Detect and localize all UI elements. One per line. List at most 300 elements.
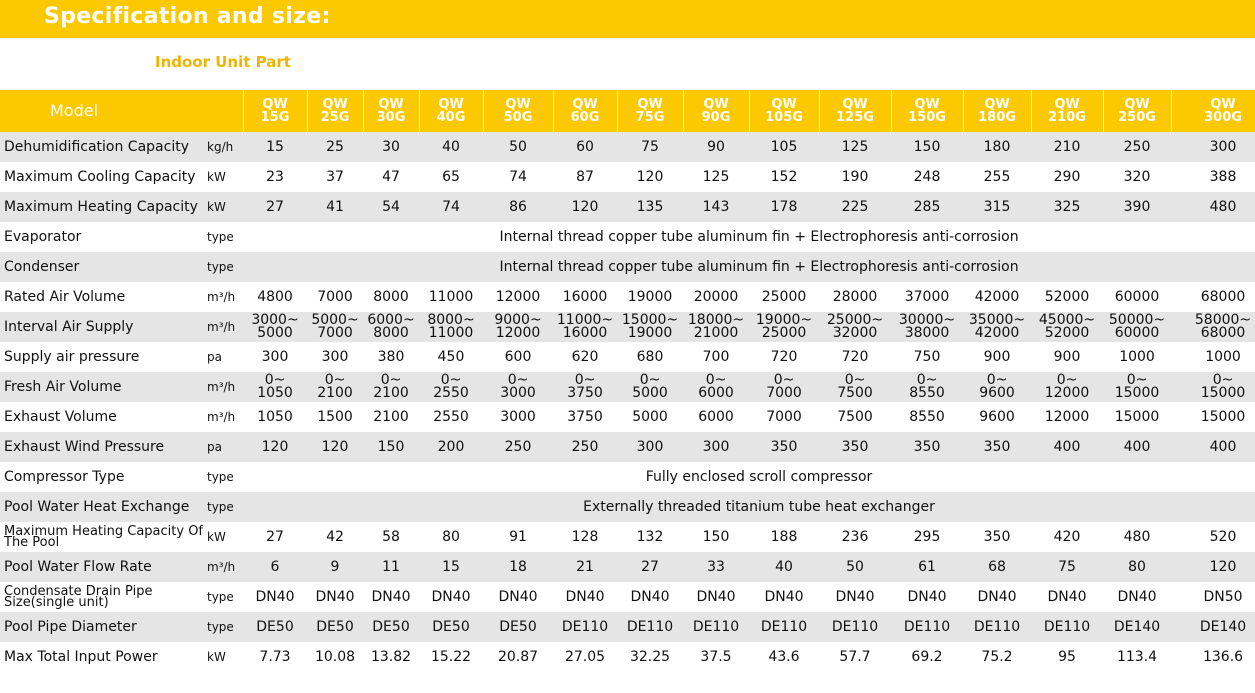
table-cell: 200 [419, 432, 483, 462]
cell-line: 6000 [698, 385, 734, 401]
table-row [0, 132, 1255, 162]
table-cell: 248 [913, 169, 941, 185]
model-size: 180G [978, 110, 1016, 125]
table-cell: 600 [504, 349, 532, 365]
table-cell: 90 [683, 132, 749, 162]
table-cell: 54 [363, 192, 419, 222]
model-size: 60G [570, 110, 600, 125]
model-header-cell [963, 90, 1031, 132]
cell-line: 0~ [986, 372, 1008, 388]
model-header-cell [617, 90, 683, 132]
table-cell: 57.7 [839, 649, 871, 665]
row-span-value: Internal thread copper tube aluminum fin + Electrophoresis anti-corrosion [499, 229, 1019, 245]
table-cell: 1500 [317, 409, 353, 425]
model-series: QW [1210, 97, 1236, 112]
row-label: Pool Water Heat Exchange [0, 492, 203, 522]
row-label: Condensate Drain Pipe Size(single unit) [4, 584, 153, 610]
table-cell: 33 [683, 552, 749, 582]
table-cell: 390 [1103, 192, 1171, 222]
table-cell: 150 [891, 132, 963, 162]
row-label: Evaporator [4, 229, 82, 245]
table-cell: 60000 [1114, 289, 1160, 305]
table-cell: DN40 [630, 589, 670, 605]
table-cell: 300 [1171, 132, 1255, 162]
model-series: QW [438, 97, 464, 112]
row-unit: m³/h [207, 290, 236, 304]
table-cell: 400 [1171, 432, 1255, 462]
model-size: 300G [1204, 110, 1242, 125]
table-cell: 7500 [837, 409, 873, 425]
model-series: QW [984, 97, 1010, 112]
table-cell: 68 [963, 552, 1031, 582]
table-row [0, 192, 1255, 222]
table-cell: 15000 [1200, 409, 1246, 425]
table-cell: 225 [819, 192, 891, 222]
table-cell: 13.82 [370, 649, 412, 665]
cell-line: 58000~ [1194, 312, 1252, 328]
table-cell [419, 312, 483, 342]
table-cell: 132 [636, 529, 664, 545]
cell-line: 6000~ [367, 312, 415, 328]
cell-line: 18000~ [687, 312, 745, 328]
table-cell: 380 [377, 349, 405, 365]
cell-line: 2100 [317, 385, 353, 401]
table-cell: 74 [509, 169, 527, 185]
model-series: QW [703, 97, 729, 112]
cell-line: 0~ [916, 372, 938, 388]
table-cell [683, 312, 749, 342]
table-cell: 105 [749, 132, 819, 162]
row-label: Fresh Air Volume [0, 372, 203, 402]
table-cell: 50 [819, 552, 891, 582]
table-cell: 9 [307, 552, 363, 582]
table-cell [1171, 372, 1255, 402]
model-series: QW [1054, 97, 1080, 112]
table-cell: 86 [483, 192, 553, 222]
table-cell: 37 [326, 169, 344, 185]
table-cell: 30 [363, 132, 419, 162]
row-unit: kW [207, 530, 226, 544]
table-cell [617, 312, 683, 342]
table-cell: 12000 [495, 289, 541, 305]
cell-line: 2550 [433, 385, 469, 401]
table-cell: 11 [363, 552, 419, 582]
model-size: 250G [1118, 110, 1156, 125]
cell-line: 25000~ [826, 312, 884, 328]
table-cell: 37000 [904, 289, 950, 305]
table-cell: 250 [483, 432, 553, 462]
table-cell: 80 [442, 529, 460, 545]
cell-line: 0~ [1126, 372, 1148, 388]
model-header-row [0, 90, 1255, 132]
model-header-cell [1103, 90, 1171, 132]
cell-line: 5000~ [311, 312, 359, 328]
table-cell [307, 372, 363, 402]
table-cell [243, 312, 307, 342]
table-cell [749, 372, 819, 402]
cell-line: 3750 [567, 385, 603, 401]
table-cell: DN40 [431, 589, 471, 605]
model-header-cell [1171, 90, 1255, 132]
table-row [0, 342, 1255, 372]
cell-line: 12000 [1044, 385, 1090, 401]
cell-line: 0~ [380, 372, 402, 388]
table-cell: 120 [243, 432, 307, 462]
table-cell: 47 [382, 169, 400, 185]
cell-line: 45000~ [1038, 312, 1096, 328]
table-cell: 20000 [693, 289, 739, 305]
table-row [0, 432, 1255, 462]
cell-line: 11000 [428, 325, 474, 341]
cell-line: 7500 [837, 385, 873, 401]
table-cell: DN40 [835, 589, 875, 605]
table-cell [891, 312, 963, 342]
table-cell: 50 [483, 132, 553, 162]
cell-line: 35000~ [968, 312, 1026, 328]
row-unit: m³/h [203, 372, 243, 402]
table-cell: 150 [363, 432, 419, 462]
cell-line: 3000~ [251, 312, 299, 328]
row-label: Pool Pipe Diameter [0, 612, 203, 642]
table-cell: 420 [1053, 529, 1081, 545]
table-cell: DN40 [565, 589, 605, 605]
table-cell: 8000 [373, 289, 409, 305]
cell-line: 3000 [500, 385, 536, 401]
table-cell: 75.2 [981, 649, 1013, 665]
table-cell: 295 [913, 529, 941, 545]
table-cell: 150 [702, 529, 730, 545]
table-cell: 40 [749, 552, 819, 582]
table-cell: 900 [1053, 349, 1081, 365]
cell-line: 0~ [1056, 372, 1078, 388]
model-series: QW [842, 97, 868, 112]
table-cell: DE110 [819, 612, 891, 642]
table-cell: 95 [1058, 649, 1076, 665]
table-cell: 400 [1031, 432, 1103, 462]
model-size: 75G [635, 110, 665, 125]
table-cell: DE50 [363, 612, 419, 642]
table-cell: 388 [1209, 169, 1237, 185]
table-cell: DE50 [419, 612, 483, 642]
table-cell: DN40 [371, 589, 411, 605]
cell-line: 30000~ [898, 312, 956, 328]
table-cell: 300 [683, 432, 749, 462]
table-cell: 75 [1031, 552, 1103, 582]
row-label: Maximum Heating Capacity Of The Pool [4, 524, 203, 550]
table-cell: 188 [770, 529, 798, 545]
cell-line: 21000 [693, 325, 739, 341]
table-cell: 143 [683, 192, 749, 222]
cell-line: 15000 [1200, 385, 1246, 401]
table-cell: 180 [963, 132, 1031, 162]
model-size: 50G [503, 110, 533, 125]
table-cell: 87 [576, 169, 594, 185]
table-cell [963, 372, 1031, 402]
table-cell: 8550 [909, 409, 945, 425]
table-cell: 80 [1103, 552, 1171, 582]
table-cell: DE110 [891, 612, 963, 642]
model-size: 40G [436, 110, 466, 125]
row-unit: type [207, 590, 234, 604]
table-cell [553, 372, 617, 402]
table-cell: DE110 [963, 612, 1031, 642]
table-row [0, 282, 1255, 312]
table-cell: 7000 [317, 289, 353, 305]
table-cell: 1000 [1205, 349, 1241, 365]
model-header-cell [749, 90, 819, 132]
header-banner [0, 0, 1255, 38]
table-cell: DN40 [977, 589, 1017, 605]
table-cell: 27 [243, 192, 307, 222]
model-header-cell [243, 90, 307, 132]
table-cell: 20.87 [497, 649, 539, 665]
table-cell: 350 [891, 432, 963, 462]
model-series: QW [1124, 97, 1150, 112]
table-cell: DE110 [1031, 612, 1103, 642]
model-series: QW [914, 97, 940, 112]
table-cell [963, 312, 1031, 342]
table-cell [1031, 372, 1103, 402]
cell-line: 42000 [974, 325, 1020, 341]
table-cell: 1050 [257, 409, 293, 425]
model-header-cell [307, 90, 363, 132]
cell-line: 11000~ [556, 312, 614, 328]
table-row [0, 522, 1255, 552]
table-cell: 7000 [766, 409, 802, 425]
table-cell: 10.08 [314, 649, 356, 665]
row-label: Dehumidification Capacity [0, 132, 203, 162]
table-row [0, 612, 1255, 642]
cell-line: 15000~ [621, 312, 679, 328]
table-cell: 120 [553, 192, 617, 222]
table-cell: 65 [442, 169, 460, 185]
table-cell: 11000 [428, 289, 474, 305]
table-cell: 21 [553, 552, 617, 582]
table-cell: 250 [553, 432, 617, 462]
cell-line: 8000 [373, 325, 409, 341]
cell-line: 0~ [574, 372, 596, 388]
table-cell: 42000 [974, 289, 1020, 305]
row-label: Supply air pressure [4, 349, 140, 365]
table-row [0, 252, 1255, 282]
model-header-cell [553, 90, 617, 132]
cell-line: 19000 [627, 325, 673, 341]
table-cell: 350 [819, 432, 891, 462]
row-label: Pool Water Flow Rate [0, 552, 203, 582]
table-cell: 68000 [1200, 289, 1246, 305]
table-cell: 680 [636, 349, 664, 365]
table-cell [749, 312, 819, 342]
table-cell [1171, 312, 1255, 342]
row-span-value: Externally threaded titanium tube heat exchanger [243, 492, 1255, 522]
model-series: QW [637, 97, 663, 112]
table-cell: 152 [770, 169, 798, 185]
table-cell: 178 [749, 192, 819, 222]
table-cell [419, 372, 483, 402]
row-unit: m³/h [203, 312, 243, 342]
table-cell: 75 [617, 132, 683, 162]
model-size: 125G [836, 110, 874, 125]
table-cell: 42 [326, 529, 344, 545]
row-unit: type [203, 252, 243, 282]
table-row [0, 462, 1255, 492]
table-cell: 15000 [1114, 409, 1160, 425]
table-cell: 19000 [627, 289, 673, 305]
table-cell: 2100 [373, 409, 409, 425]
table-cell: 25 [307, 132, 363, 162]
cell-line: 12000 [495, 325, 541, 341]
table-cell [819, 372, 891, 402]
table-cell: 300 [617, 432, 683, 462]
table-cell: 255 [983, 169, 1011, 185]
table-cell: DE110 [553, 612, 617, 642]
cell-line: 9000~ [494, 312, 542, 328]
table-cell: 58 [382, 529, 400, 545]
table-cell: 135 [617, 192, 683, 222]
table-cell: 60 [553, 132, 617, 162]
cell-line: 15000 [1114, 385, 1160, 401]
table-cell: DE110 [617, 612, 683, 642]
row-unit: pa [207, 350, 222, 364]
row-label: Max Total Input Power [4, 649, 158, 665]
cell-line: 0~ [324, 372, 346, 388]
table-cell: 236 [841, 529, 869, 545]
table-cell: 3750 [567, 409, 603, 425]
cell-line: 8550 [909, 385, 945, 401]
row-label: Rated Air Volume [4, 289, 126, 305]
row-unit: kW [207, 170, 226, 184]
table-row [0, 492, 1255, 522]
table-cell: 720 [770, 349, 798, 365]
table-cell: 120 [636, 169, 664, 185]
table-cell: 350 [749, 432, 819, 462]
table-cell: 27.05 [564, 649, 606, 665]
model-header-cell [683, 90, 749, 132]
table-row [0, 222, 1255, 252]
table-cell: 125 [819, 132, 891, 162]
table-cell: 12000 [1044, 409, 1090, 425]
section-subtitle: Indoor Unit Part [155, 53, 291, 71]
table-cell [307, 312, 363, 342]
table-cell: 350 [963, 432, 1031, 462]
table-cell: 37.5 [700, 649, 732, 665]
table-cell: 23 [266, 169, 284, 185]
table-cell: 28000 [832, 289, 878, 305]
cell-line: 0~ [440, 372, 462, 388]
table-cell [1103, 372, 1171, 402]
table-cell: DE50 [483, 612, 553, 642]
table-cell: 315 [963, 192, 1031, 222]
cell-line: 68000 [1200, 325, 1246, 341]
table-cell: 250 [1103, 132, 1171, 162]
row-unit: type [207, 470, 234, 484]
table-row [0, 162, 1255, 192]
table-cell: 43.6 [768, 649, 800, 665]
table-cell: 15 [419, 552, 483, 582]
cell-line: 0~ [844, 372, 866, 388]
table-cell: DN40 [315, 589, 355, 605]
cell-line: 0~ [639, 372, 661, 388]
table-cell: DN40 [255, 589, 295, 605]
cell-line: 7000 [317, 325, 353, 341]
cell-line: 7000 [766, 385, 802, 401]
table-cell [483, 372, 553, 402]
model-label: Model [0, 90, 243, 132]
table-cell: 480 [1123, 529, 1151, 545]
table-cell: 74 [419, 192, 483, 222]
cell-line: 0~ [507, 372, 529, 388]
table-cell: 16000 [562, 289, 608, 305]
model-size: 210G [1048, 110, 1086, 125]
table-cell: 720 [841, 349, 869, 365]
row-label: Compressor Type [4, 469, 125, 485]
table-cell: 41 [307, 192, 363, 222]
table-cell: 3000 [500, 409, 536, 425]
table-cell: 480 [1171, 192, 1255, 222]
row-label: Maximum Heating Capacity [0, 192, 203, 222]
table-cell: 2550 [433, 409, 469, 425]
table-cell [617, 372, 683, 402]
table-cell: DN40 [1047, 589, 1087, 605]
cell-line: 0~ [773, 372, 795, 388]
table-cell: DN40 [764, 589, 804, 605]
table-cell: DE50 [243, 612, 307, 642]
table-cell: DE140 [1103, 612, 1171, 642]
model-header-cell [819, 90, 891, 132]
model-size: 105G [765, 110, 803, 125]
table-cell: 325 [1031, 192, 1103, 222]
table-row [0, 372, 1255, 402]
cell-line: 2100 [373, 385, 409, 401]
table-cell [683, 372, 749, 402]
row-unit: m³/h [203, 552, 243, 582]
table-cell: DN40 [696, 589, 736, 605]
table-cell: 6000 [698, 409, 734, 425]
table-cell: 32.25 [629, 649, 671, 665]
table-cell: 15 [243, 132, 307, 162]
table-cell: 61 [891, 552, 963, 582]
cell-line: 0~ [705, 372, 727, 388]
model-series: QW [505, 97, 531, 112]
table-cell: 25000 [761, 289, 807, 305]
row-unit: kg/h [203, 132, 243, 162]
table-cell: 120 [307, 432, 363, 462]
table-cell [363, 312, 419, 342]
table-cell: DN40 [907, 589, 947, 605]
table-cell: DE50 [307, 612, 363, 642]
table-cell: 620 [571, 349, 599, 365]
model-series: QW [322, 97, 348, 112]
table-cell [553, 312, 617, 342]
model-header-cell [891, 90, 963, 132]
model-series: QW [262, 97, 288, 112]
table-cell: 120 [1171, 552, 1255, 582]
table-cell: 7.73 [259, 649, 291, 665]
table-cell: 400 [1103, 432, 1171, 462]
page-title: Specification and size: [44, 4, 331, 29]
table-row [0, 552, 1255, 582]
table-cell: 210 [1031, 132, 1103, 162]
table-cell: DE140 [1171, 612, 1255, 642]
table-row [0, 312, 1255, 342]
table-cell: 300 [261, 349, 289, 365]
table-cell: DN50 [1203, 589, 1243, 605]
table-cell [363, 372, 419, 402]
model-size: 15G [260, 110, 290, 125]
table-row [0, 402, 1255, 432]
table-cell: 27 [266, 529, 284, 545]
model-size: 30G [376, 110, 406, 125]
